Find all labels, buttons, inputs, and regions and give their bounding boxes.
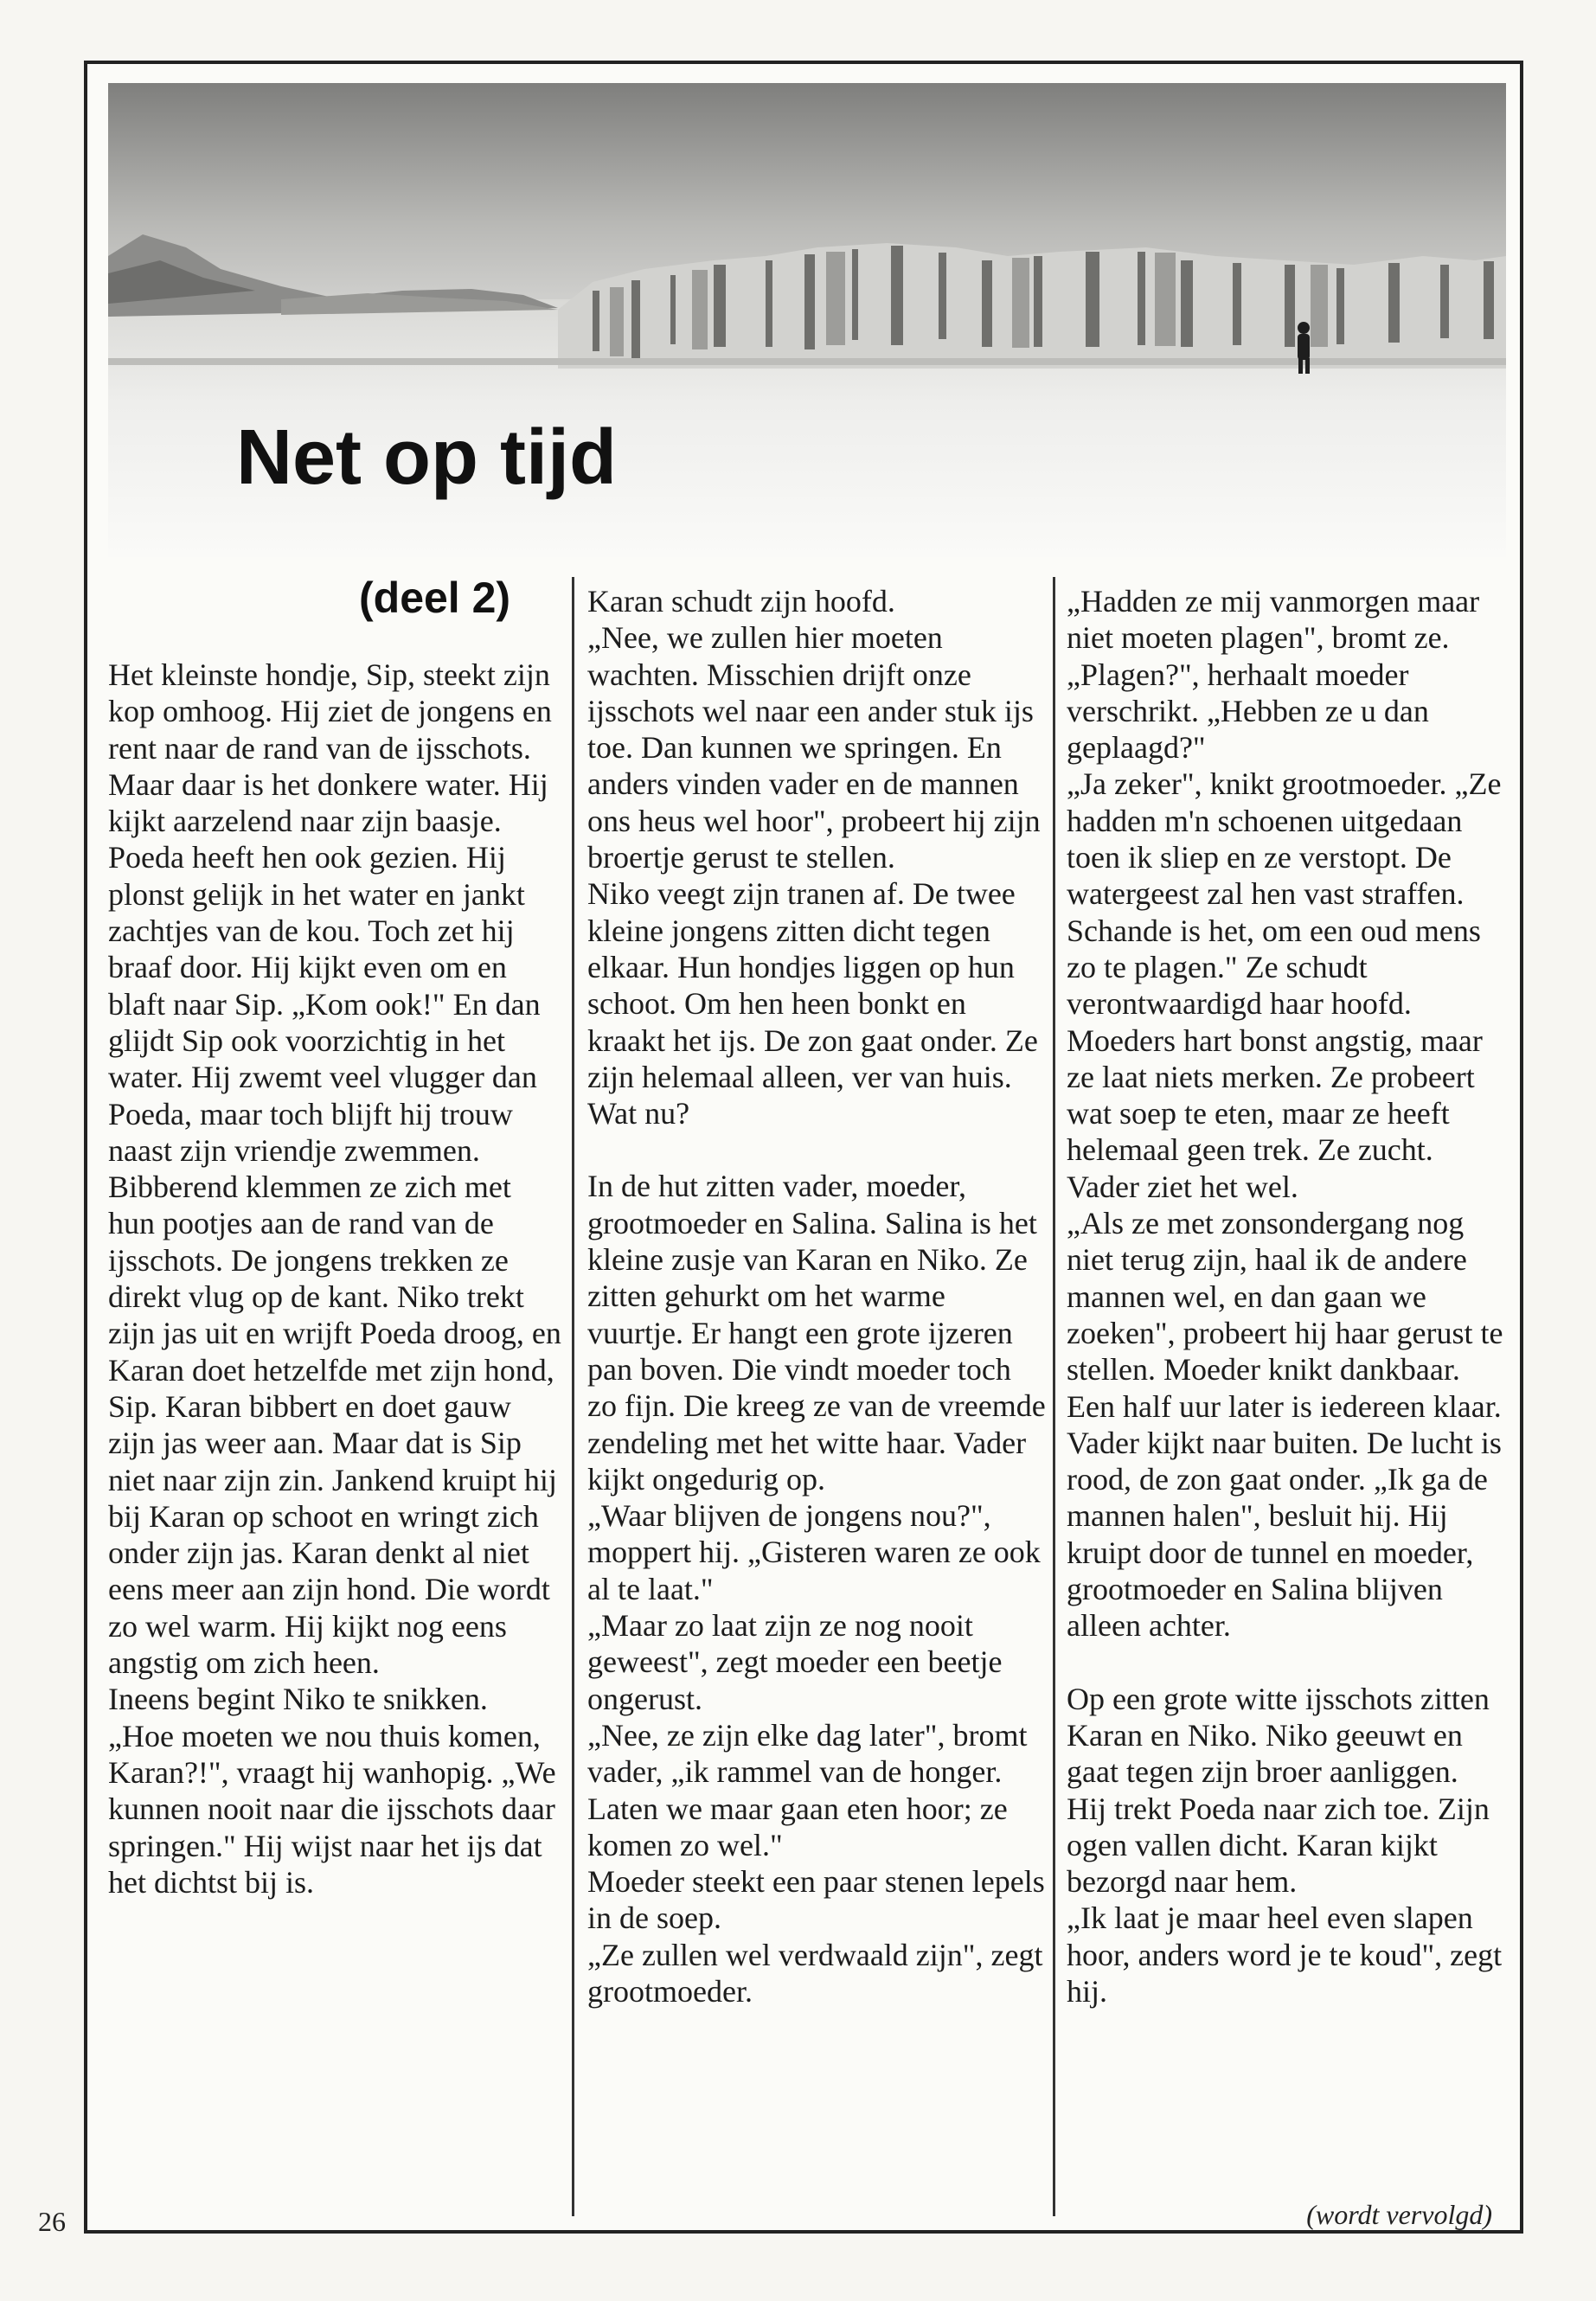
article-title: Net op tijd xyxy=(236,414,617,501)
text-column-2 xyxy=(587,583,1046,2009)
paragraph: „Maar zo laat zijn ze nog nooit geweest", zegt moeder een beetje ongerust. xyxy=(587,1608,1003,1716)
column-divider xyxy=(1053,577,1055,2216)
paragraph: „Nee, ze zijn elke dag later", bromt vader, „ik rammel van de honger. Laten we maar gaan eten hoor; ze komen zo wel." xyxy=(587,1717,1028,1862)
article-frame xyxy=(84,61,1523,2234)
paragraph: Niko veegt zijn tranen af. De twee kleine jongens zitten dicht tegen elkaar. Hun hondjes liggen op hun schoot. Om hen heen bonkt en kraakt het ijs. De zon gaat onder. Ze zijn helemaal alleen, ver van huis. Wat nu? xyxy=(587,876,1038,1131)
continued-note: (wordt vervolgd) xyxy=(1306,2199,1492,2230)
paragraph: Moeder steekt een paar stenen lepels in de soep. xyxy=(587,1864,1045,1936)
paragraph: Karan schudt zijn hoofd. xyxy=(587,584,895,619)
paragraph: „Hoe moeten we nou thuis komen, Karan?!", vraagt hij wanhopig. „We kunnen nooit naar die ijsschots daar springen." Hij wijst naar het ijs dat het dichtst bij is. xyxy=(108,1718,556,1900)
article-subtitle: (deel 2) xyxy=(359,574,511,622)
paragraph-gap xyxy=(587,1131,1046,1168)
paragraph: „Hadden ze mij vanmorgen maar niet moeten plagen", bromt ze. xyxy=(1067,584,1480,656)
paragraph: „Ze zullen wel verdwaald zijn", zegt grootmoeder. xyxy=(587,1937,1043,2009)
paragraph: Moeders hart bonst angstig, maar ze laat niets merken. Ze probeert wat soep te eten, maar ze heeft helemaal geen trek. Ze zucht. Vader ziet het wel. xyxy=(1067,1022,1483,1204)
text-column-1 xyxy=(108,657,565,1900)
paragraph: „Waar blijven de jongens nou?", moppert hij. „Gisteren waren ze ook al te laat." xyxy=(587,1498,1041,1606)
paragraph: „Plagen?", herhaalt moeder verschrikt. „Hebben ze u dan geplaagd?" xyxy=(1067,657,1429,766)
paragraph: „Als ze met zonsondergang nog niet terug zijn, haal ik de andere mannen wel, en dan gaan we zoeken", probeert hij haar gerust te stellen. Moeder knikt dankbaar. xyxy=(1067,1206,1503,1388)
text-column-3 xyxy=(1067,583,1503,2009)
paragraph: Het kleinste hondje, Sip, steekt zijn kop omhoog. Hij ziet de jongens en rent naar de rand van de ijsschots. Maar daar is het donkere water. Hij kijkt aarzelend naar zijn baasje. Poeda heeft hen ook gezien. Hij plonst gelijk in het water en jankt zachtjes van de kou. Toch zet hij braaf door. Hij kijkt even om en blaft naar Sip. „Kom ook!" En dan glijdt Sip ook voorzichtig in het water. Hij zwemt veel vlugger dan Poeda, maar toch blijft hij trouw naast zijn vriendje zwemmen. xyxy=(108,657,552,1168)
paragraph: „Nee, we zullen hier moeten wachten. Misschien drijft onze ijsschots wel naar een ander stuk ijs toe. Dan kunnen we springen. En anders vinden vader en de mannen ons heus wel hoor", probeert hij zijn broertje gerust te stellen. xyxy=(587,620,1041,875)
paragraph: Op een grote witte ijsschots zitten Karan en Niko. Niko geeuwt en gaat tegen zijn broer aanliggen. Hij trekt Poeda naar zich toe. Zijn ogen vallen dicht. Karan kijkt bezorgd naar hem. xyxy=(1067,1681,1490,1900)
paragraph: Een half uur later is iedereen klaar. Vader kijkt naar buiten. De lucht is rood, de zon gaat onder. „Ik ga de mannen halen", besluit hij. Hij kruipt door de tunnel en moeder, grootmoeder en Salina blijven alleen achter. xyxy=(1067,1388,1502,1644)
page-number: 26 xyxy=(38,2206,66,2237)
paragraph: Bibberend klemmen ze zich met hun pootjes aan de rand van de ijsschots. De jongens trekken ze direkt vlug op de kant. Niko trekt zijn jas uit en wrijft Poeda droog, en Karan doet hetzelfde met zijn hond, Sip. Karan bibbert en doet gauw zijn jas weer aan. Maar dat is Sip niet naar zijn zin. Jankend kruipt hij bij Karan op schoot en wringt zich onder zijn jas. Karan denkt al niet eens meer aan zijn hond. Die wordt zo wel warm. Hij kijkt nog eens angstig om zich heen. xyxy=(108,1170,561,1681)
column-divider xyxy=(572,577,574,2216)
paragraph: In de hut zitten vader, moeder, grootmoeder en Salina. Salina is het kleine zusje van Karan en Niko. Ze zitten gehurkt om het warme vuurtje. Er hangt een grote ijzeren pan boven. Die vindt moeder toch zo fijn. Die kreeg ze van de vreemde zendeling met het witte haar. Vader kijkt ongedurig op. xyxy=(587,1169,1046,1497)
paragraph-gap xyxy=(1067,1644,1503,1681)
paragraph: Ineens begint Niko te snikken. xyxy=(108,1682,488,1717)
paragraph: „Ja zeker", knikt grootmoeder. „Ze hadden m'n schoenen uitgedaan toen ik sliep en ze verstopt. De watergeest zal hen vast straffen. Schande is het, om een oud mens zo te plagen." Ze schudt verontwaardigd haar hoofd. xyxy=(1067,766,1502,1022)
paragraph: „Ik laat je maar heel even slapen hoor, anders word je te koud", zegt hij. xyxy=(1067,1900,1503,2009)
